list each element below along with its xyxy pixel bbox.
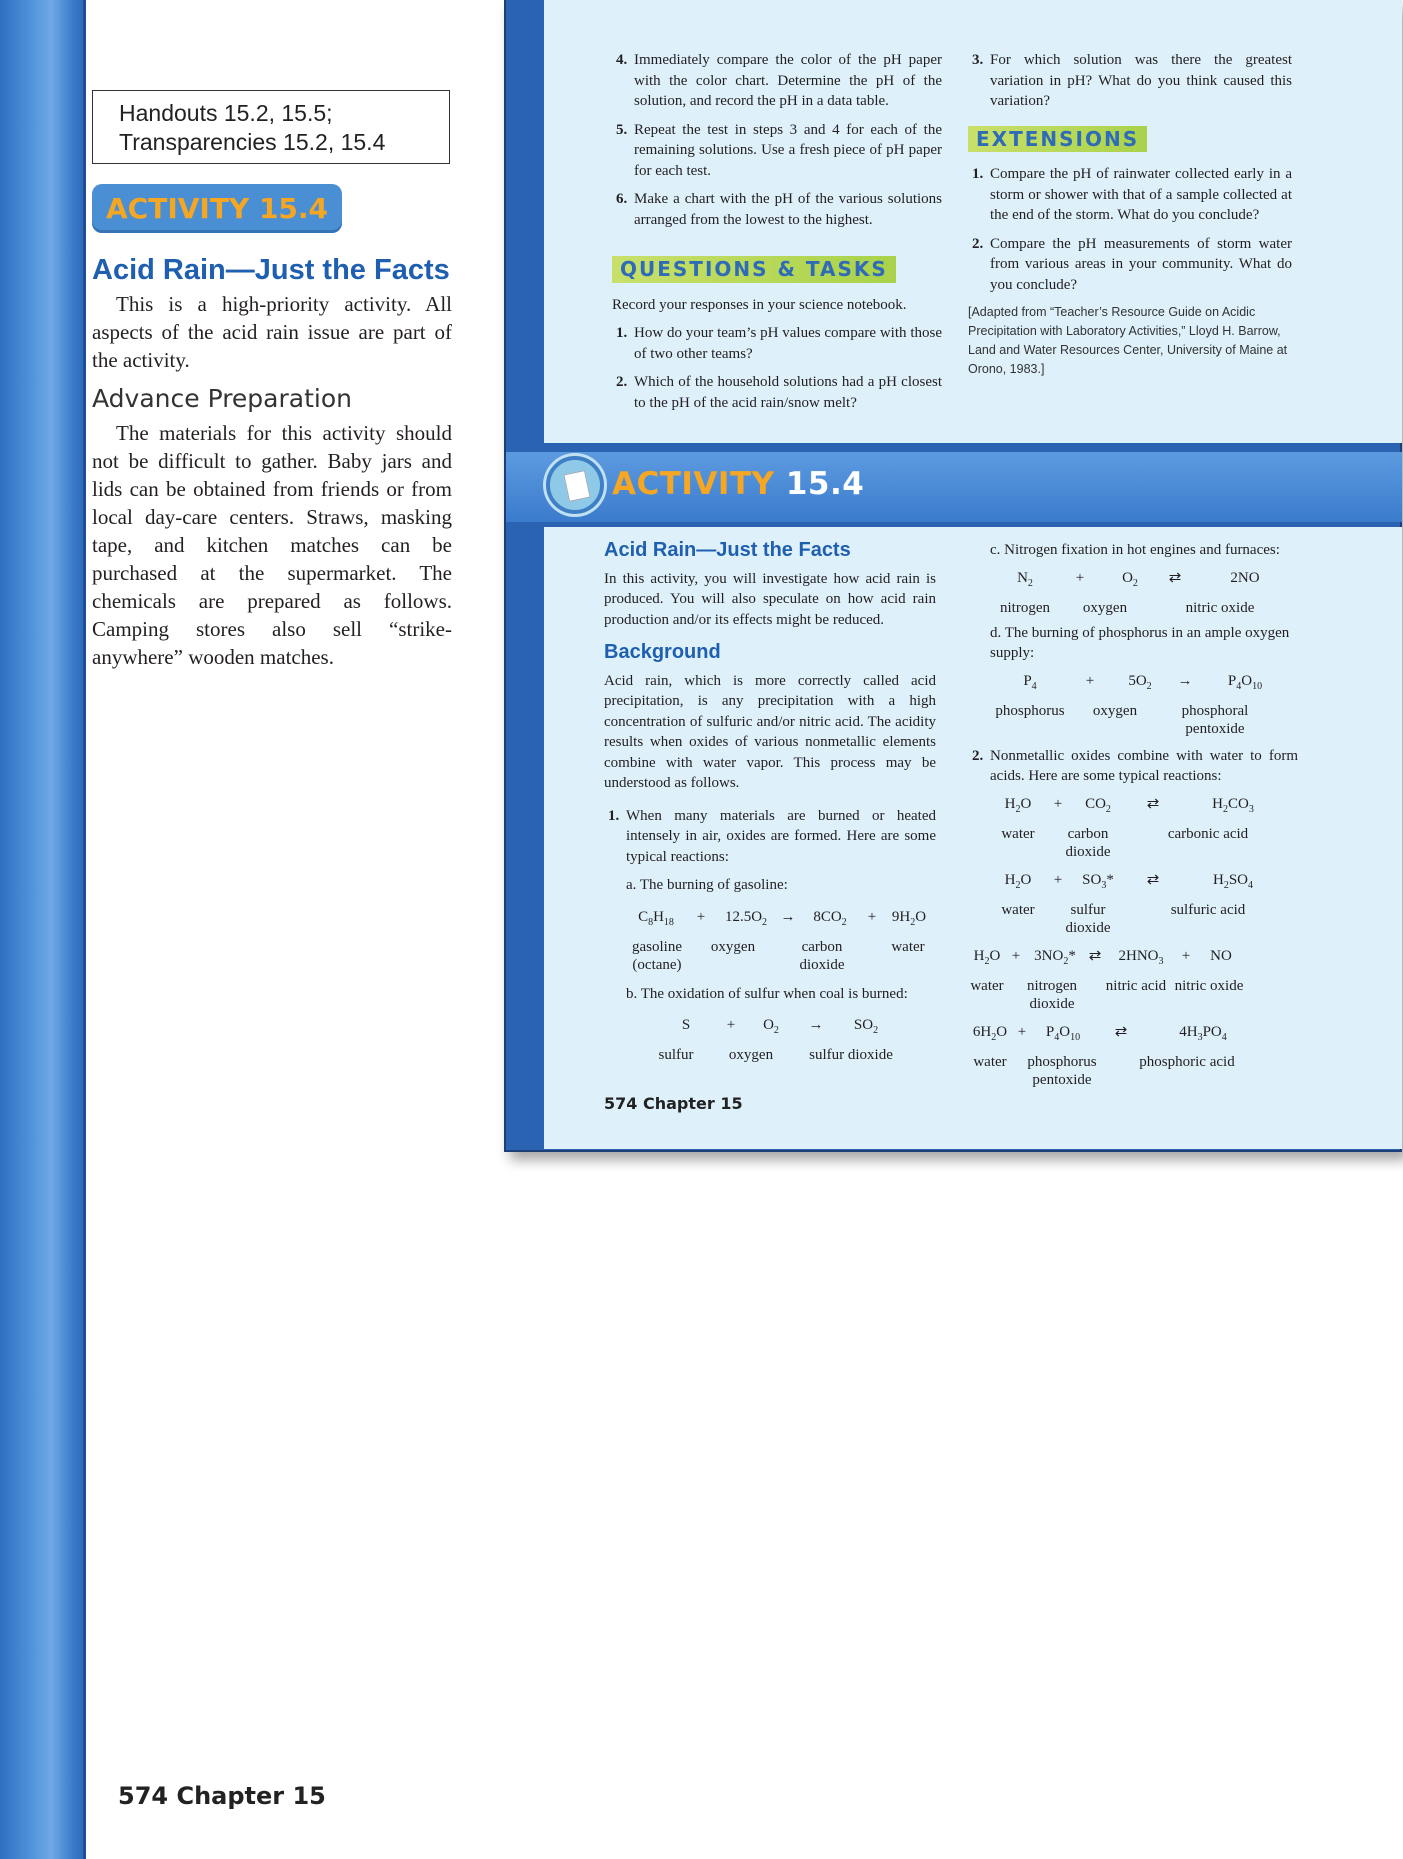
activity-band-title <box>612 466 864 502</box>
reactant-name: sulfur <box>658 1047 694 1063</box>
equation-nitric: $H_2O$ + $3NO_2*$ ⇄ $2HNO_3$ + NO <box>973 947 1232 967</box>
product-name: water <box>891 938 925 955</box>
product-name: nitric oxide <box>1174 977 1244 994</box>
reaction-a-label: a. The burning of gasoline: <box>626 877 788 893</box>
sidebar-intro: This is a high-priority activity. All aspects of the acid rain issue are part of the activity. <box>92 292 452 372</box>
questions-list <box>612 323 942 413</box>
reactant-name: gasoline (octane) <box>632 938 682 973</box>
list-item: 1. Compare the pH of rainwater collected early in a storm or shower with that of a sample collected at the end of the storm. What do you conclude? <box>972 166 1292 223</box>
bottom-left-column <box>604 540 936 1070</box>
list-item: 2. Nonmetallic oxides combine with water to form acids. Here are some typical reactions: <box>972 747 1298 784</box>
reactant-name: nitrogen <box>1000 599 1050 616</box>
reactant-name: oxygen <box>728 1047 774 1063</box>
reaction-c <box>968 540 1298 738</box>
handouts-line-1: Handouts 15.2, 15.5; <box>119 100 333 126</box>
extensions-list <box>968 164 1292 295</box>
questions-intro: Record your responses in your science notebook. <box>612 296 907 313</box>
list-item: 2. Compare the pH measurements of storm water from various areas in your community. What do you conclude? <box>972 235 1292 293</box>
notebook-icon <box>546 456 604 514</box>
equation-sulfur-names <box>646 1046 936 1064</box>
equation-phosphorus-names <box>990 702 1298 738</box>
equation-nitric-names <box>968 977 1298 1013</box>
top-left-column <box>612 50 942 421</box>
list-item: 5. Repeat the test in steps 3 and 4 for each of the remaining solutions. Use a fresh piece of pH paper for each test. <box>616 121 942 179</box>
activity-word: ACTIVITY <box>612 466 775 502</box>
reactant-name: water <box>973 1053 1007 1070</box>
reactant-name: oxygen <box>710 938 756 955</box>
left-decorative-band <box>0 0 86 1859</box>
reactant-name: phosphorus pentoxide <box>1027 1053 1097 1088</box>
list-item: 6. Make a chart with the pH of the various solutions arranged from the lowest to the highest. <box>616 191 942 228</box>
handouts-line-2: Transparencies 15.2, 15.4 <box>119 129 386 155</box>
list-item: 2. Which of the household solutions had a pH closest to the pH of the acid rain/snow melt? <box>616 374 942 411</box>
equation-phosphoric: $6H_2O$ + $P_4O_{10}$ ⇄ $4H_3PO_4$ <box>972 1023 1227 1043</box>
activity-badge: ACTIVITY 15.4 <box>92 184 342 233</box>
equation-sulfur: S + $O_2$ → $SO_2$ <box>681 1017 879 1036</box>
acids-list <box>968 746 1298 787</box>
reactant-name: sulfur dioxide <box>1065 901 1111 936</box>
product-name: sulfur dioxide <box>809 1047 893 1063</box>
equation-sulfuric-names <box>988 901 1298 937</box>
handouts-box <box>92 90 450 164</box>
product-name: sulfuric acid <box>1170 901 1246 918</box>
background-heading: Background <box>604 641 721 663</box>
activity-number: 15.4 <box>785 466 865 502</box>
reaction-b-label: b. The oxidation of sulfur when coal is burned: <box>626 985 908 1002</box>
equation-carbonic-names <box>988 825 1298 861</box>
list-item: 1. When many materials are burned or heated intensely in air, oxides are formed. Here are some typical reactions: <box>608 807 936 865</box>
equation-phosphoric-names <box>968 1053 1298 1089</box>
citation: [Adapted from “Teacher’s Resource Guide on Acidic Precipitation with Laboratory Activities,” Lloyd H. Barrow, Land and Water Resources Center, University of Maine at Orono, 1983.] <box>968 305 1288 376</box>
list-item: 3. For which solution was there the greatest variation in pH? What do you think caused this variation? <box>972 52 1292 109</box>
equation-phosphorus: $P_4$ + $5O_2$ → $P_4O_{10}$ <box>1023 672 1263 692</box>
top-right-column <box>968 50 1292 379</box>
product-name: phosphoric acid <box>1139 1053 1235 1070</box>
reactant-name: water <box>1001 901 1035 918</box>
equation-gasoline: $C_8H_{18}$ + $12.5O_2$ → $8CO_2$ + $9H_2O$ <box>638 908 927 928</box>
teacher-sidebar <box>92 90 452 671</box>
product-name: nitric acid <box>1105 977 1167 994</box>
panel-footer: 574 Chapter 15 <box>604 1094 743 1113</box>
reactant-name: water <box>970 977 1004 994</box>
bottom-right-column <box>968 540 1298 1095</box>
advance-preparation-heading: Advance Preparation <box>92 384 352 413</box>
equation-gasoline-names <box>626 938 936 974</box>
product-name: carbonic acid <box>1167 825 1249 842</box>
equation-carbonic: $H_2O$ + $CO_2$ ⇄ $H_2CO_3$ <box>1004 795 1254 815</box>
questions-list-continued <box>968 50 1292 112</box>
activity-intro: In this activity, you will investigate how acid rain is produced. You will also speculate on how acid rain production and/or its effects might be reduced. <box>604 570 936 628</box>
reaction-c-label: c. Nitrogen fixation in hot engines and furnaces: <box>990 542 1280 558</box>
reaction-a <box>604 875 936 1064</box>
product-name: phosphoral pentoxide <box>1181 702 1249 737</box>
list-item: 1. How do your team’s pH values compare with those of two other teams? <box>616 325 942 362</box>
extensions-heading: EXTENSIONS <box>968 126 1147 153</box>
product-name: carbon dioxide <box>799 938 845 973</box>
list-item: 4. Immediately compare the color of the pH paper with the color chart. Determine the pH of the solution, and record the pH in a data table. <box>616 52 942 109</box>
procedure-steps <box>612 50 942 230</box>
product-name: nitric oxide <box>1185 599 1255 616</box>
background-text: Acid rain, which is more correctly called acid precipitation, is any precipitation with a high concentration of sulfuric and/or nitric acid. The acidity results when oxides of various nonmetallic elements combine with water vapor. This process may be understood as follows. <box>604 672 936 791</box>
advance-preparation-text: The materials for this activity should not be difficult to gather. Baby jars and lids can be obtained from friends or from local day-care centers. Straws, masking tape, and kitchen matches can be purchased at the supermarket. The chemicals are prepared as follows. Camping stores also sell “strike-anywhere” wooden matches. <box>92 421 452 669</box>
questions-tasks-heading: QUESTIONS & TASKS <box>612 256 896 283</box>
sidebar-title: Acid Rain—Just the Facts <box>92 254 450 286</box>
background-list <box>604 806 936 868</box>
reactant-name: water <box>1001 825 1035 842</box>
reaction-d-label: d. The burning of phosphorus in an ample oxygen supply: <box>990 624 1290 661</box>
student-page-panel <box>504 0 1402 1152</box>
reactant-name: nitrogen dioxide <box>1027 977 1077 1012</box>
equation-nitrogen-names <box>990 599 1298 617</box>
reactant-name: phosphorus <box>995 702 1065 719</box>
activity-title: Acid Rain—Just the Facts <box>604 539 851 561</box>
page-footer: 574 Chapter 15 <box>118 1782 326 1810</box>
equation-nitrogen: $N_2$ + $O_2$ ⇄ 2NO <box>1017 569 1260 589</box>
acid-reactions <box>968 795 1298 1089</box>
equation-sulfuric: $H_2O$ + $SO_3*$ ⇄ $H_2SO_4$ <box>1004 871 1254 891</box>
reactant-name: oxygen <box>1092 702 1138 719</box>
reactant-name: oxygen <box>1082 599 1128 616</box>
reactant-name: carbon dioxide <box>1065 825 1111 860</box>
